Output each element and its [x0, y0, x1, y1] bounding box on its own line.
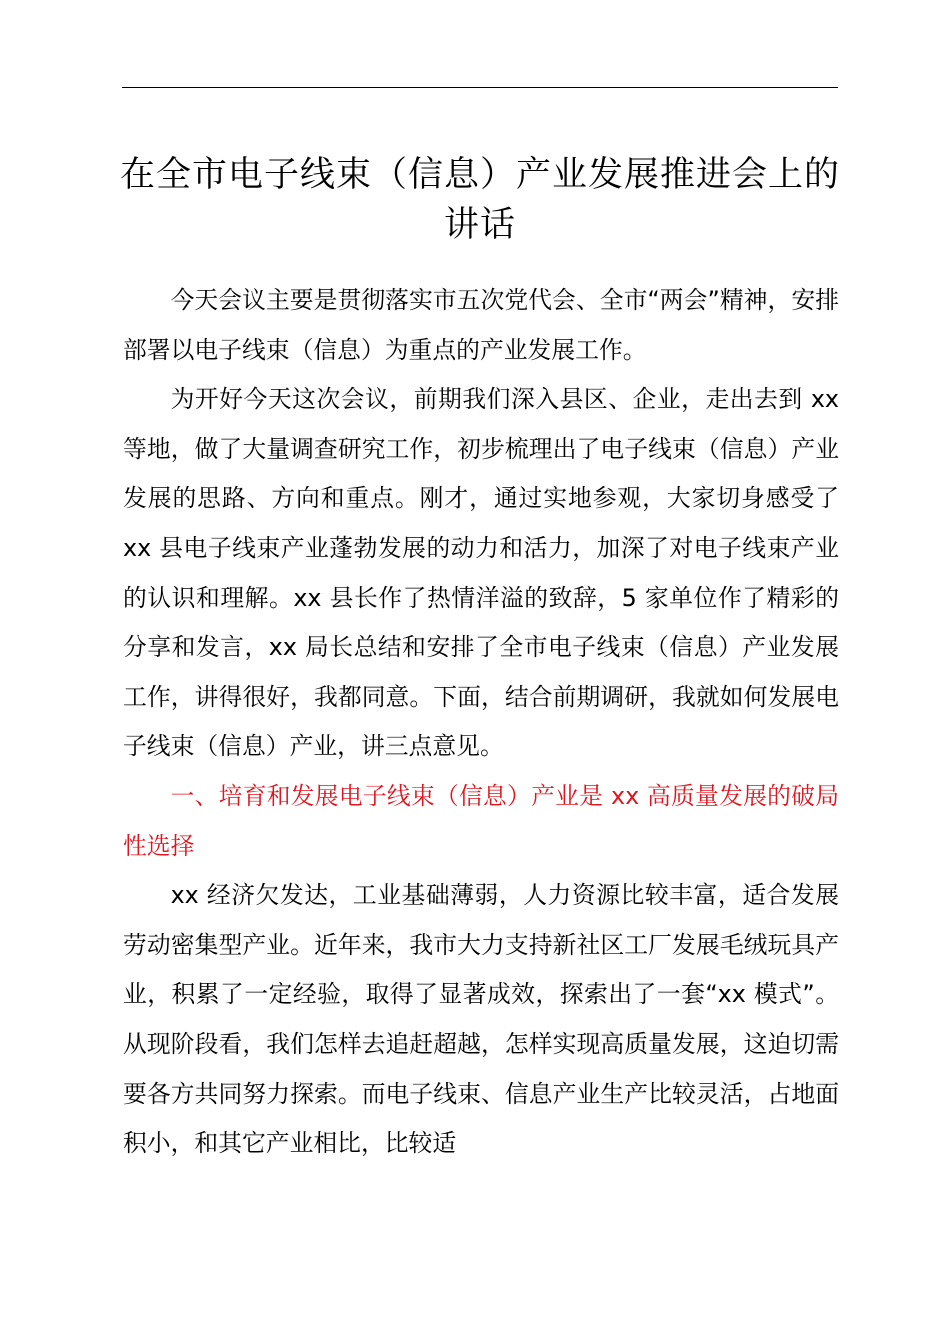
intro-paragraph: 今天会议主要是贯彻落实市五次党代会、全市“两会”精神，安排部署以电子线束（信息）为重点的产业发展工作。 — [123, 286, 839, 364]
document-title: 在全市电子线束（信息）产业发展推进会上的讲话 — [119, 155, 840, 245]
section-heading: 一、培育和发展电子线束（信息）产业是 xx 高质量发展的破局性选择 — [123, 781, 839, 860]
document-body — [123, 276, 839, 1169]
section-paragraph: xx 经济欠发达，工业基础薄弱，人力资源比较丰富，适合发展劳动密集型产业。近年来，我市大力支持新社区工厂发展毛绒玩具产业，积累了一定经验，取得了显著成效，探索出了一套“xx 模式”。从现阶段看，我们怎样去追赶超越，怎样实现高质量发展，这迫切需要各方共同努力探索。而电子线束、信息产业生产比较灵活，占地面积小，和其它产业相比，比较适 — [123, 881, 839, 1158]
header-rule — [122, 87, 838, 88]
context-paragraph: 为开好今天这次会议，前期我们深入县区、企业，走出去到 xx 等地，做了大量调查研究工作，初步梳理出了电子线束（信息）产业发展的思路、方向和重点。刚才，通过实地参观，大家切身感受了 xx 县电子线束产业蓬勃发展的动力和活力，加深了对电子线束产业的认识和理解。xx 县长作了热情洋溢的致辞，5 家单位作了精彩的分享和发言，xx 局长总结和安排了全市电子线束（信息）产业发展工作，讲得很好，我都同意。下面，结合前期调研，我就如何发展电子线束（信息）产业，讲三点意见。 — [123, 385, 839, 761]
